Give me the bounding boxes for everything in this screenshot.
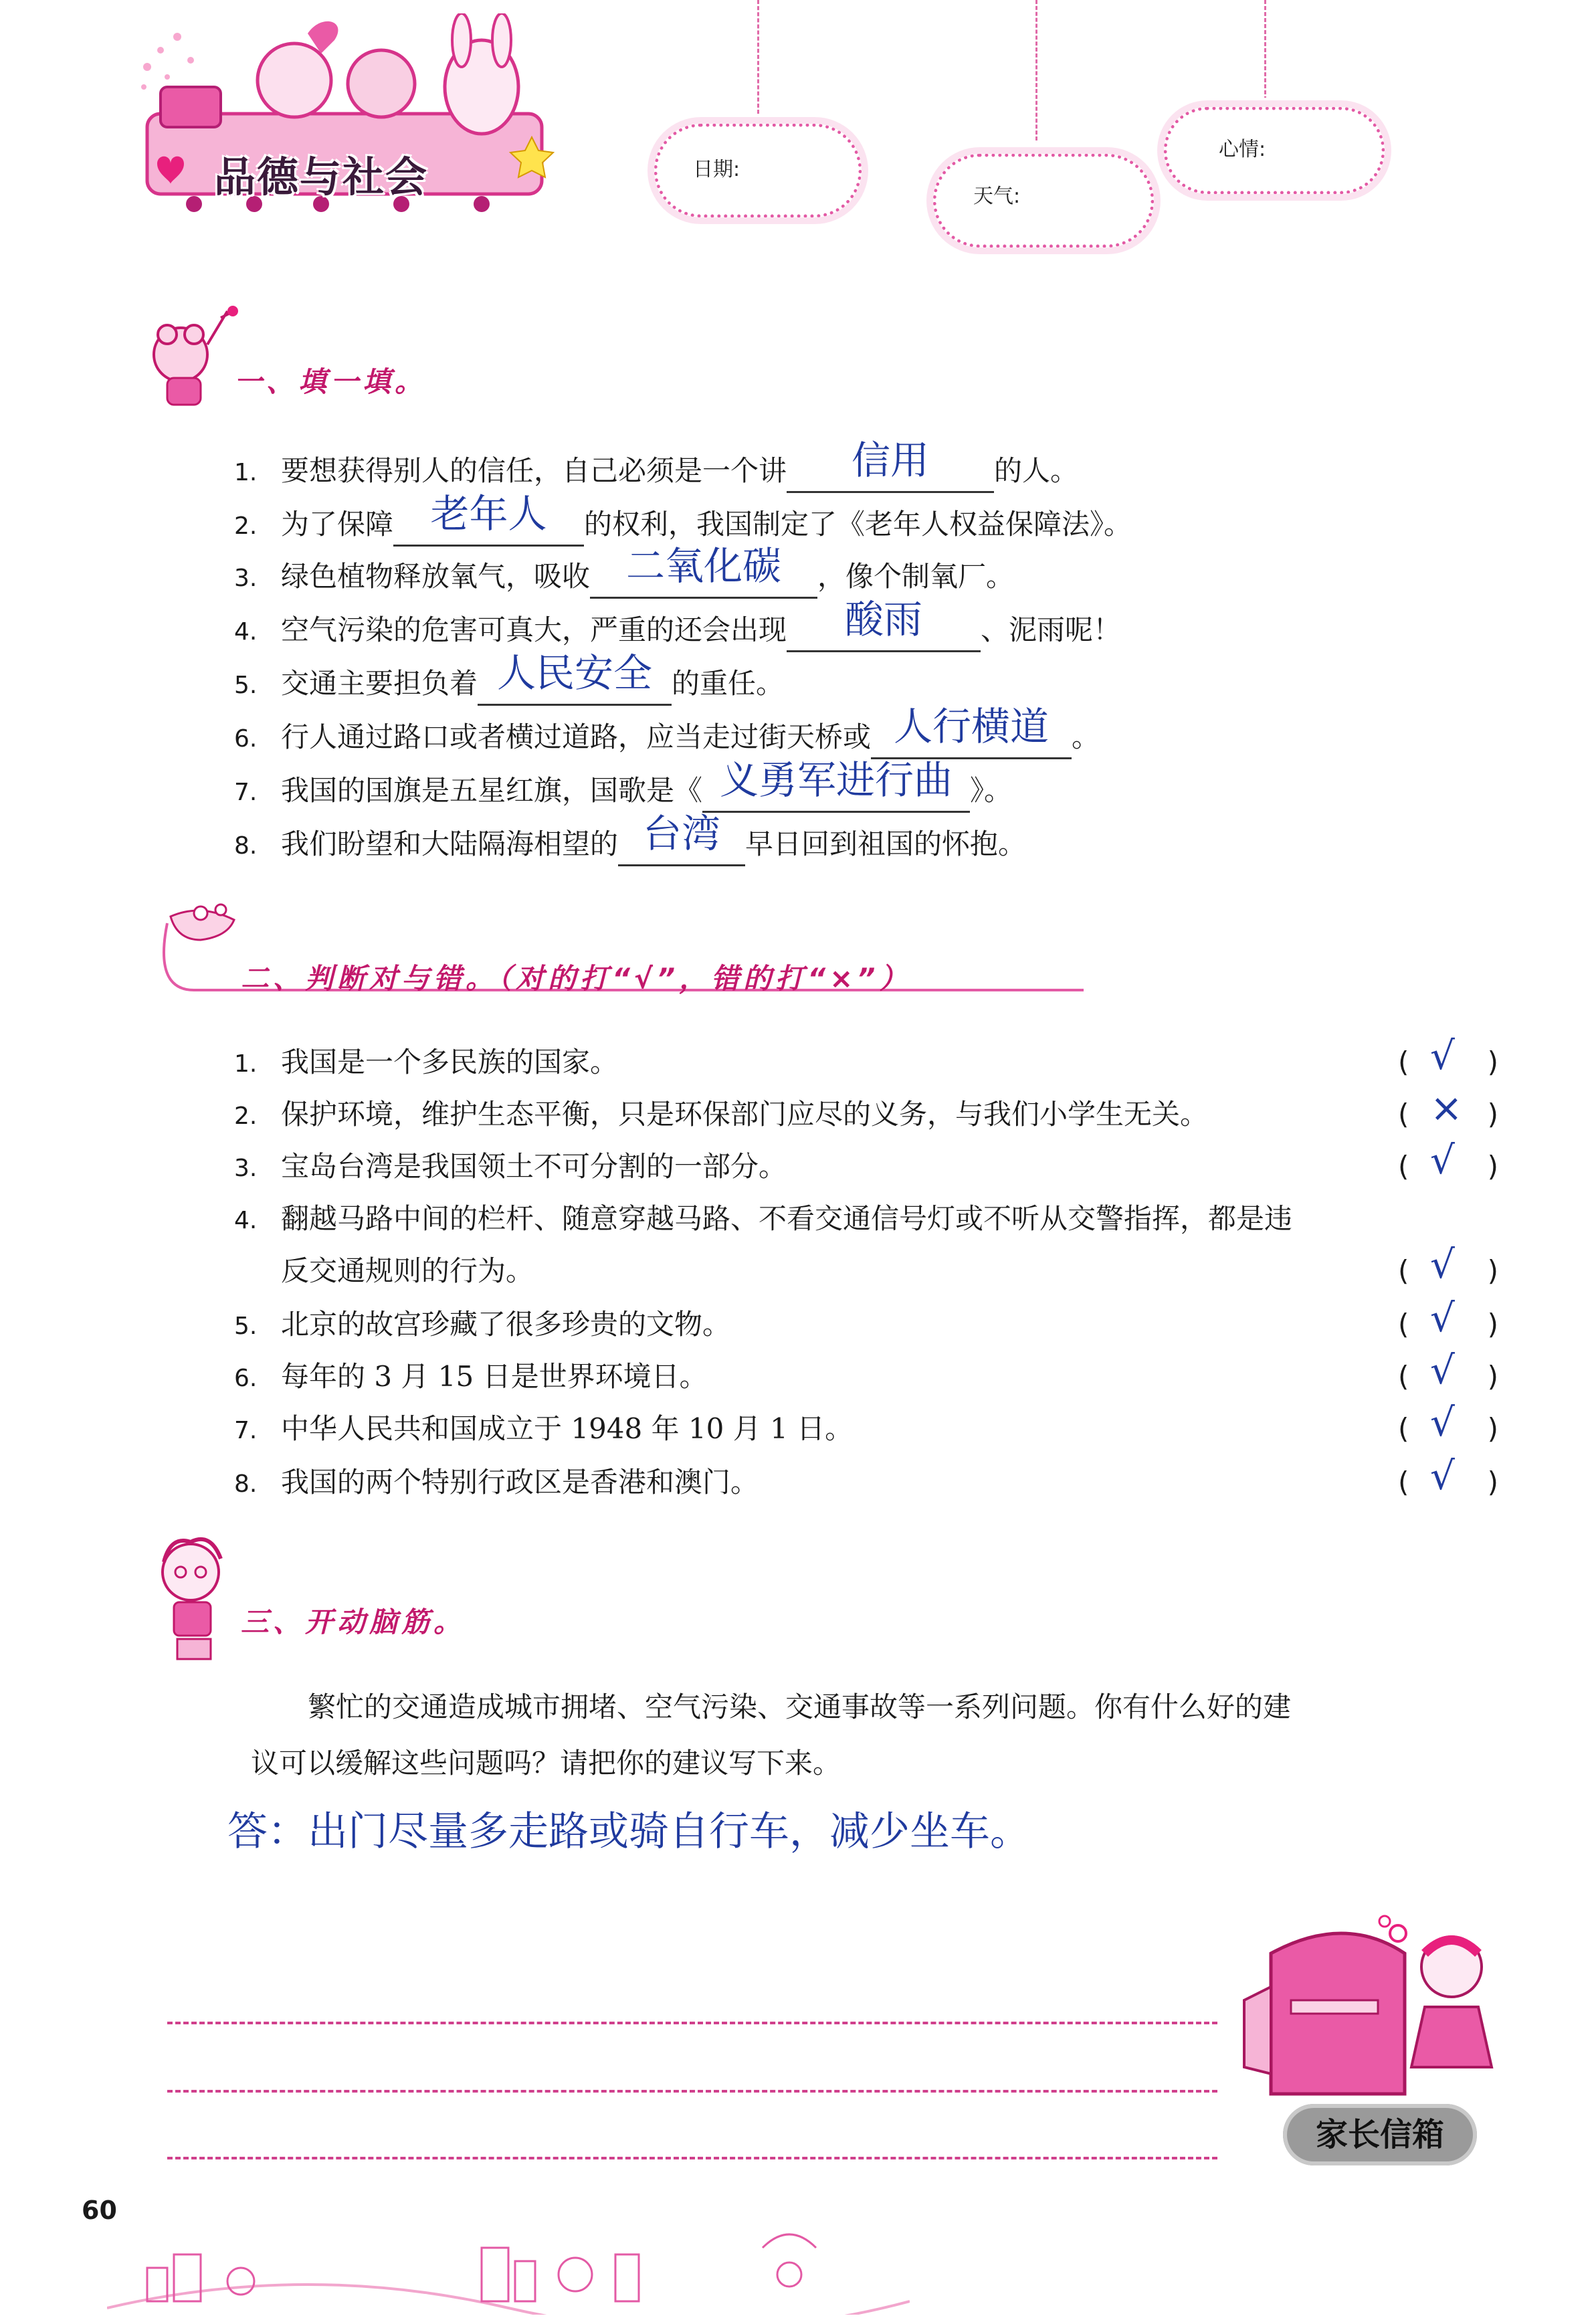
mailbox-illustration xyxy=(1231,1913,1512,2114)
cartoon-kid-icon xyxy=(151,1532,244,1666)
answer-text[interactable]: 答：出门尽量多走路或骑自行车，减少坐车。 xyxy=(227,1808,1030,1855)
cartoon-bear-icon xyxy=(140,304,247,411)
section-1-title: 一、填一填。 xyxy=(234,365,427,398)
judge-item: 6. 每年的 3 月 15 日是世界环境日。 ( √ ) xyxy=(234,1347,1498,1393)
answer-blank[interactable]: 信用 xyxy=(787,450,994,493)
judge-item: 8. 我国的两个特别行政区是香港和澳门。 ( √ ) xyxy=(234,1453,1498,1499)
section-2-title: 二、判断对与错。（对的打“√”，错的打“×”） xyxy=(241,962,912,995)
fill-item: 1. 要想获得别人的信任，自己必须是一个讲 信用 的人。 xyxy=(234,450,1078,493)
page-number: 60 xyxy=(82,2196,117,2225)
prompt-line-2: 议可以缓解这些问题吗？请把你的建议写下来。 xyxy=(251,1747,841,1779)
judge-item: 2. 保护环境，维护生态平衡，只是环保部门应尽的义务，与我们小学生无关。 ( × ) xyxy=(234,1085,1498,1131)
writing-line[interactable] xyxy=(167,2157,1217,2159)
judge-item: 7. 中华人民共和国成立于 1948 年 10 月 1 日。 ( √ ) xyxy=(234,1399,1498,1445)
prompt-line-1: 繁忙的交通造成城市拥堵、空气污染、交通事故等一系列问题。你有什么好的建 xyxy=(308,1691,1292,1723)
footer-doodle xyxy=(107,2208,910,2315)
writing-line[interactable] xyxy=(167,2022,1217,2024)
answer-blank[interactable]: 人行横道 xyxy=(871,716,1072,759)
judge-item-continued: 反交通规则的行为。 ( √ ) xyxy=(281,1242,1498,1287)
answer-blank[interactable]: 酸雨 xyxy=(787,609,981,652)
fill-item: 5. 交通主要担负着 人民安全 的重任。 xyxy=(234,662,784,706)
hanging-string xyxy=(757,0,759,114)
parent-mailbox-label: 家长信箱 xyxy=(1283,2104,1477,2165)
fill-item: 6. 行人通过路口或者横过道路，应当走过街天桥或 人行横道 。 xyxy=(234,716,1100,759)
mood-field[interactable] xyxy=(1284,128,1367,153)
weather-cloud xyxy=(933,154,1154,248)
fill-item: 3. 绿色植物释放氧气，吸收 二氧化碳 ，像个制氧厂。 xyxy=(234,555,1014,599)
answer-blank[interactable]: 人民安全 xyxy=(478,662,672,706)
subject-title: 品德与社会 xyxy=(214,153,429,201)
hanging-string xyxy=(1035,0,1037,140)
judge-item: 1. 我国是一个多民族的国家。 ( √ ) xyxy=(234,1033,1498,1078)
weather-field[interactable] xyxy=(1037,175,1133,200)
judge-item: 5. 北京的故宫珍藏了很多珍贵的文物。 ( √ ) xyxy=(234,1295,1498,1341)
hanging-string xyxy=(1264,0,1266,100)
answer-blank[interactable]: 老年人 xyxy=(393,503,584,547)
fill-item: 7. 我国的国旗是五星红旗，国歌是《 义勇军进行曲 》。 xyxy=(234,769,1012,813)
answer-blank[interactable]: 台湾 xyxy=(618,823,745,866)
judge-item: 4. 翻越马路中间的栏杆、随意穿越马路、不看交通信号灯或不听从交警指挥，都是违 xyxy=(234,1202,1293,1235)
date-field[interactable] xyxy=(756,149,839,173)
fill-item: 2. 为了保障 老年人 的权利，我国制定了《老年人权益保障法》。 xyxy=(234,503,1132,547)
answer-blank[interactable]: 二氧化碳 xyxy=(590,555,817,599)
mood-label: 心情: xyxy=(1219,138,1266,161)
date-label: 日期: xyxy=(693,158,740,181)
judge-item: 3. 宝岛台湾是我国领土不可分割的一部分。 ( √ ) xyxy=(234,1137,1498,1183)
weather-label: 天气: xyxy=(973,185,1021,208)
section-3-title: 三、开动脑筋。 xyxy=(241,1606,466,1638)
fill-item: 4. 空气污染的危害可真大，严重的还会出现 酸雨 、泥雨呢！ xyxy=(234,609,1121,652)
writing-line[interactable] xyxy=(167,2090,1217,2093)
answer-blank[interactable]: 义勇军进行曲 xyxy=(702,769,970,813)
fill-item: 8. 我们盼望和大陆隔海相望的 台湾 早日回到祖国的怀抱。 xyxy=(234,823,1026,866)
